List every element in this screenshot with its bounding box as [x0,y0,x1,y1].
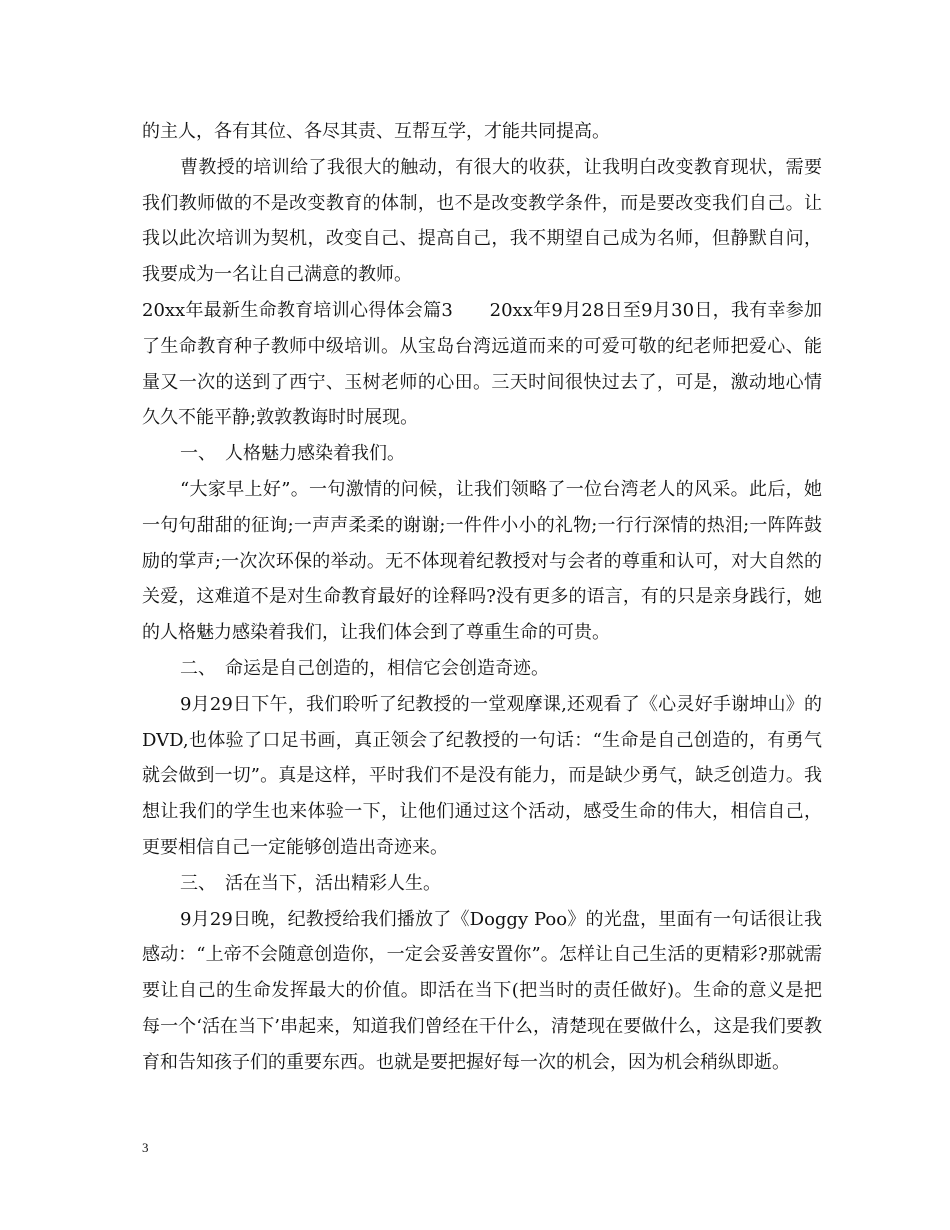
paragraph: 9月29日下午，我们聆听了纪教授的一堂观摩课,还观看了《心灵好手谢坤山》的DVD,也体验了口足书画，真正领会了纪教授的一句话：“生命是自己创造的，有勇气就会做到一切”。真是这样，平时我们不是没有能力，而是缺少勇气，缺乏创造力。我想让我们的学生也来体验一下，让他们通过这个活动，感受生命的伟大，相信自己，更要相信自己一定能够创造出奇迹来。 [142,693,822,858]
section-heading: 三、 活在当下，活出精彩人生。 [180,872,441,894]
paragraph: 9月29日晚，纪教授给我们播放了《Doggy Poo》的光盘，里面有一句话很让我感动：“上帝不会随意创造你，一定会妥善安置你”。怎样让自己生活的更精彩?那就需要让自己的生命发挥最大的价值。即活在当下(把当时的责任做好)。生命的意义是把每一个‘活在当下’串起来，知道我们曾经在干什么，清楚现在要做什么，这是我们要教育和告知孩子们的重要东西。也就是要把握好每一次的机会，因为机会稍纵即逝。 [142,908,822,1073]
page-number: 3 [142,1140,149,1155]
paragraph: 的主人，各有其位、各尽其责、互帮互学，才能共同提高。 [142,121,610,142]
paragraph: 曹教授的培训给了我很大的触动，有很大的收获，让我明白改变教育现状，需要我们教师做的不是改变教育的体制，也不是改变教学条件，而是要改变我们自己。让我以此次培训为契机，改变自己、提高自己，我不期望自己成为名师，但静默自问，我要成为一名让自己满意的教师。 [142,156,822,286]
paragraph: “大家早上好”。一句激情的问候，让我们领略了一位台湾老人的风采。此后，她一句句甜甜的征询;一声声柔柔的谢谢;一件件小小的礼物;一行行深情的热泪;一阵阵鼓励的掌声;一次次环保的举动。无不体现着纪教授对与会者的尊重和认可，对大自然的关爱，这难道不是对生命教育最好的诠释吗?没有更多的语言，有的只是亲身践行，她的人格魅力感染着我们，让我们体会到了尊重生命的可贵。 [142,478,822,644]
paragraph: 20xx年最新生命教育培训心得体会篇3 20xx年9月28日至9月30日，我有幸参加了生命教育种子教师中级培训。从宝岛台湾远道而来的可爱可敬的纪老师把爱心、能量又一次的送到了西宁、玉树老师的心田。三天时间很快过去了，可是，激动地心情久久不能平静;敦敦教诲时时展现。 [142,299,822,429]
section-heading: 二、 命运是自己创造的，相信它会创造奇迹。 [180,657,549,679]
document-body [142,114,822,1081]
section-heading: 一、 人格魅力感染着我们。 [180,443,405,465]
